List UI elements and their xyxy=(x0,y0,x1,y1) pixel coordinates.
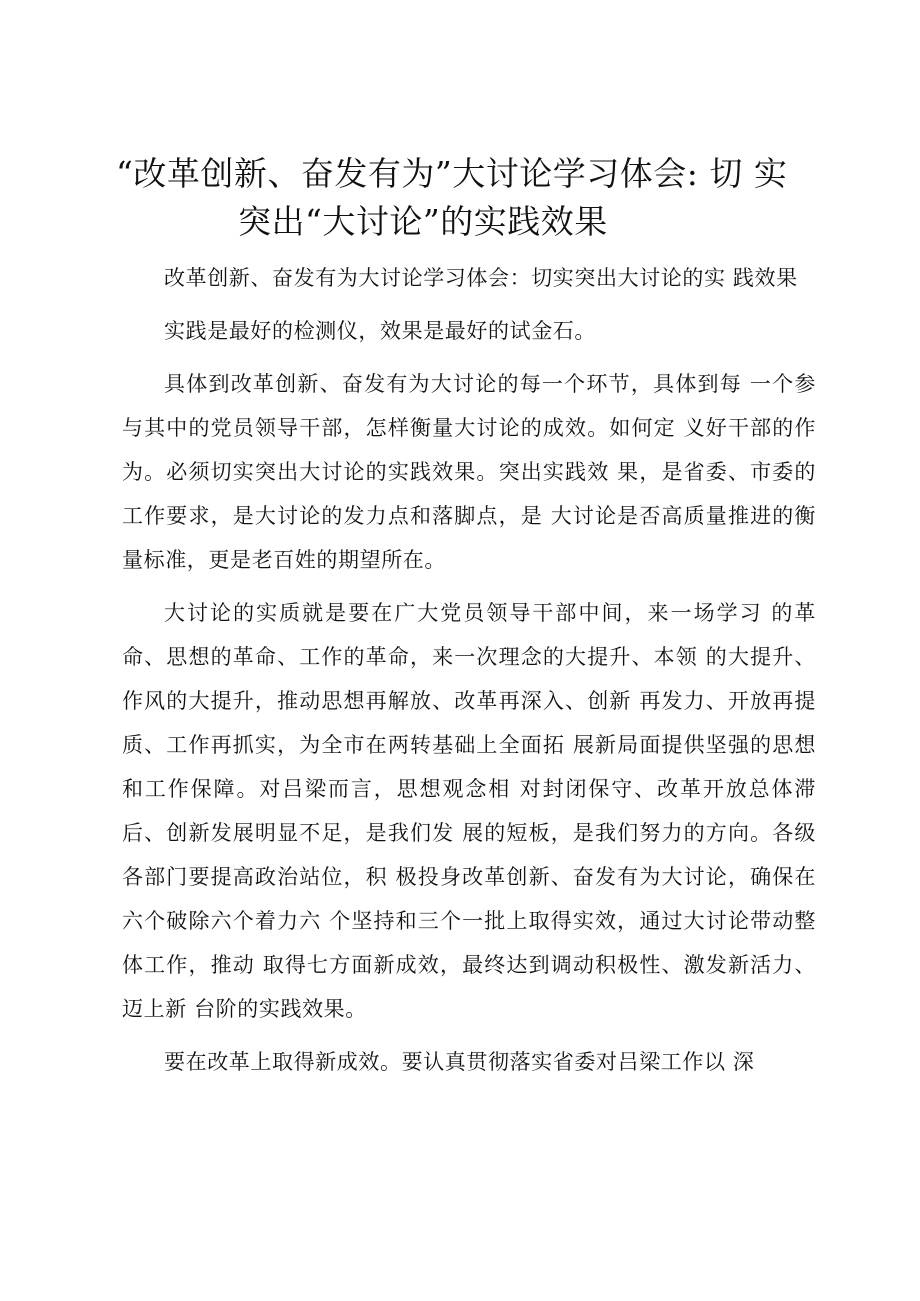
document-body xyxy=(122,256,816,1093)
paragraph-5: 要在改革上取得新成效。要认真贯彻落实省委对吕梁工作以 深 xyxy=(164,1050,755,1074)
paragraph-3: 具体到改革创新、奋发有为大讨论的每一个环节，具体到每 一个参与其中的党员领导干部，怎样衡量大讨论的成效。如何定 义好干部的作为。必须切实突出大讨论的实践效果。突出实践效 果，是省委、市委的工作要求，是大讨论的发力点和落脚点，是 大讨论是否高质量推进的衡量标准，更是老百姓的期望所在。 xyxy=(122,372,816,572)
title-line-1: “改革创新、奋发有为”大讨论学习体会: 切 实 xyxy=(116,154,788,193)
title-line-2: 突出“大讨论”的实践效果 xyxy=(238,202,608,241)
paragraph-2: 实践是最好的检测仪，效果是最好的试金石。 xyxy=(164,319,596,343)
paragraph-4: 大讨论的实质就是要在广大党员领导干部中间，来一场学习 的革命、思想的革命、工作的革命，来一次理念的大提升、本领 的大提升、作风的大提升，推动思想再解放、改革再深入、创新 再发力、开放再提质、工作再抓实，为全市在两转基础上全面拓 展新局面提供坚强的思想和工作保障。对吕梁而言，思想观念相 对封闭保守、改革开放总体滞后、创新发展明显不足，是我们发 展的短板，是我们努力的方向。各级各部门要提高政治站位，积 极投身改革创新、奋发有为大讨论，确保在六个破除六个着力六 个坚持和三个一批上取得实效，通过大讨论带动整体工作，推动 取得七方面新成效，最终达到调动积极性、激发新活力、迈上新 台阶的实践效果。 xyxy=(122,601,816,1021)
paragraph-1: 改革创新、奋发有为大讨论学习体会：切实突出大讨论的实 践效果 xyxy=(164,266,798,290)
document-title xyxy=(100,150,840,246)
